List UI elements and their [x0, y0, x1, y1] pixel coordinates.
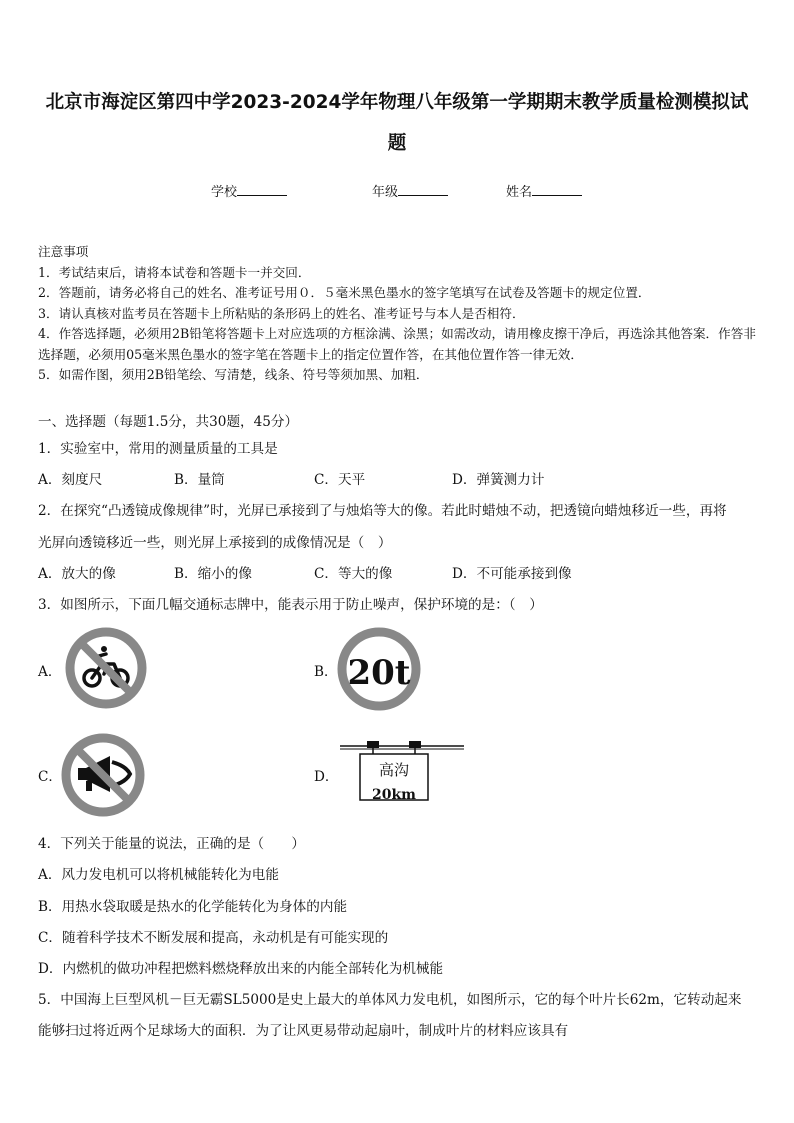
sign-d-line2: 20km — [372, 787, 416, 803]
q2-option-b: B．缩小的像 — [174, 566, 252, 582]
school-blank — [237, 183, 287, 196]
question-2-stem-line1: 2．在探究“凸透镜成像规律”时，光屏已承接到了与烛焰等大的像。若此时蜡烛不动，把透镜向蜡烛移近一些，再将 — [38, 503, 727, 519]
q3-label-d: D． — [314, 769, 339, 785]
question-5-stem-line2: 能够扫过将近两个足球场大的面积．为了让风更易带动起扇叶，制成叶片的材料应该具有 — [38, 1023, 569, 1039]
q2-option-c: C．等大的像 — [314, 566, 393, 582]
question-5-stem-line1: 5．中国海上巨型风机－巨无霸SL5000是史上最大的单体风力发电机，如图所示，它的每个叶片长62m，它转动起来 — [38, 992, 742, 1008]
school-label: 学校 — [211, 185, 238, 200]
no-honking-sign-icon — [60, 732, 146, 818]
note-item: 1．考试结束后，请将本试卷和答题卡一并交回． — [38, 264, 311, 280]
question-1-stem: 1．实验室中，常用的测量质量的工具是 — [38, 441, 278, 457]
q1-option-b: B．量筒 — [174, 472, 225, 488]
note-item: 2．答题前，请务必将自己的姓名、准考证号用０．５毫米黑色墨水的签字笔填写在试卷及答题卡的规定位置． — [38, 285, 651, 300]
grade-label: 年级 — [372, 185, 399, 200]
page-title-line2: 题 — [387, 133, 407, 154]
question-4-stem: 4．下列关于能量的说法，正确的是（ ） — [38, 836, 305, 852]
section-header: 一、选择题（每题1.5分，共30题，45分） — [38, 414, 299, 430]
name-field — [506, 181, 582, 200]
notes-heading: 注意事项 — [38, 244, 89, 259]
name-blank — [532, 183, 582, 196]
page-title-line1: 北京市海淀区第四中学2023-2024学年物理八年级第一学期期末教学质量检测模拟试 — [45, 92, 749, 113]
q2-option-d: D．不可能承接到像 — [452, 566, 572, 582]
q4-option-a: A．风力发电机可以将机械能转化为电能 — [38, 867, 279, 883]
note-item: 4．作答选择题，必须用2B铅笔将答题卡上对应选项的方框涂满、涂黑；如需改动，请用橡皮擦干净后，再选涂其他答案．作答非选择题，必须用05毫米黑色墨水的签字笔在答题卡上的指定位置作答，在其他位置作答一律无效． — [38, 326, 756, 362]
q4-option-b: B．用热水袋取暖是热水的化学能转化为身体的内能 — [38, 899, 348, 915]
name-label: 姓名 — [506, 185, 533, 200]
note-item: 5．如需作图，须用2B铅笔绘、写清楚，线条、符号等须加黑、加粗． — [38, 367, 429, 382]
q3-label-b: B． — [314, 664, 338, 680]
q3-label-a: A． — [38, 664, 62, 680]
notes-block — [38, 242, 760, 386]
q4-option-c: C．随着科学技术不断发展和提高，永动机是有可能实现的 — [38, 930, 389, 946]
grade-blank — [398, 183, 448, 196]
no-motorcycle-sign-icon — [64, 626, 148, 710]
school-field — [211, 181, 287, 200]
sign-d-line1: 高沟 — [378, 761, 410, 779]
distance-sign-icon — [338, 740, 466, 804]
q4-option-d: D．内燃机的做功冲程把燃料燃烧释放出来的内能全部转化为机械能 — [38, 961, 444, 977]
q1-option-c: C．天平 — [314, 472, 366, 488]
q1-option-d: D．弹簧测力计 — [452, 472, 545, 488]
q3-label-c: C． — [38, 769, 62, 785]
weight-limit-sign-icon — [336, 626, 422, 712]
question-2-stem-line2: 光屏向透镜移近一些，则光屏上承接到的成像情况是（ ） — [38, 535, 392, 551]
q2-option-a: A．放大的像 — [38, 566, 116, 582]
note-item: 3．请认真核对监考员在答题卡上所粘贴的条形码上的姓名、准考证号与本人是否相符． — [38, 305, 525, 321]
question-3-stem: 3．如图所示，下面几幅交通标志牌中，能表示用于防止噪声，保护环境的是：（ ） — [38, 597, 543, 613]
sign-b-text: 20t — [347, 653, 411, 693]
grade-field — [372, 181, 448, 200]
q1-option-a: A．刻度尺 — [38, 472, 103, 488]
